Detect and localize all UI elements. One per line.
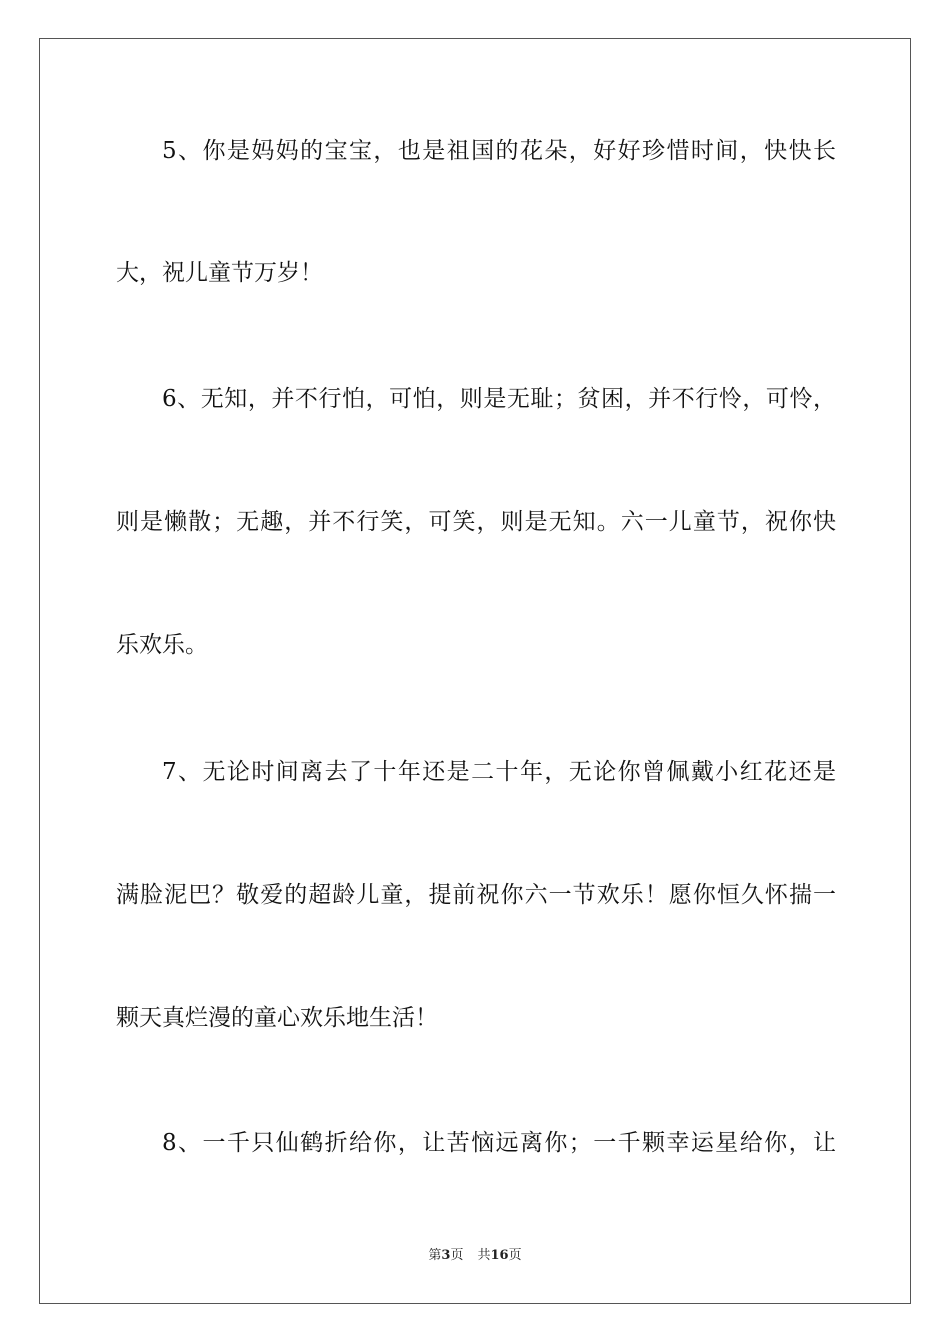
paragraph-6-line-3: 乐欢乐。 — [116, 632, 208, 658]
paragraph-5-line-2: 大，祝儿童节万岁！ — [116, 260, 323, 286]
paragraph-7-line-2: 满脸泥巴？敬爱的超龄儿童，提前祝你六一节欢乐！愿你恒久怀揣一 — [116, 882, 836, 908]
page-suffix: 页 — [450, 1248, 464, 1263]
paragraph-5-line-1: 5、你是妈妈的宝宝，也是祖国的花朵，好好珍惜时间，快快长 — [162, 138, 836, 164]
paragraph-7-line-1: 7、无论时间离去了十年还是二十年，无论你曾佩戴小红花还是 — [162, 759, 836, 785]
page-footer — [0, 1247, 950, 1265]
total-pages: 16 — [490, 1248, 509, 1263]
total-suffix: 页 — [508, 1248, 522, 1263]
paragraph-6-line-1: 6、无知，并不行怕，可怕，则是无耻；贫困，并不行怜，可怜， — [162, 386, 836, 412]
total-prefix: 共 — [477, 1248, 491, 1263]
paragraph-8-line-1: 8、一千只仙鹤折给你，让苦恼远离你；一千颗幸运星给你，让 — [162, 1130, 836, 1156]
paragraph-7-line-3: 颗天真烂漫的童心欢乐地生活！ — [116, 1005, 438, 1031]
paragraph-6-line-2: 则是懒散；无趣，并不行笑，可笑，则是无知。六一儿童节，祝你快 — [116, 509, 836, 535]
page-border — [39, 38, 911, 1304]
page-number: 3 — [441, 1248, 451, 1263]
page-prefix: 第 — [428, 1248, 442, 1263]
